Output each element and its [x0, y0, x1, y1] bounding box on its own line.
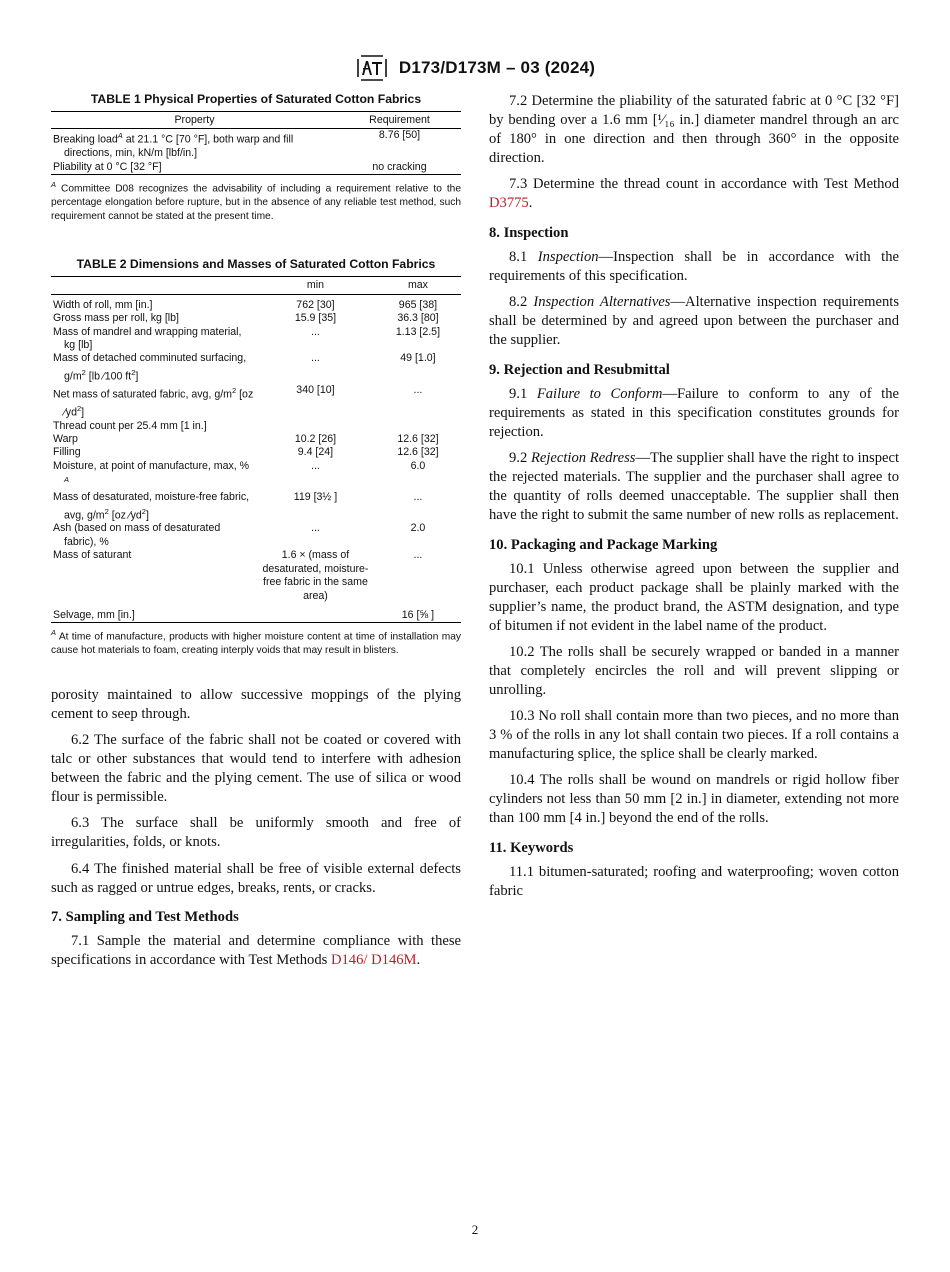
table-cell-min: ... — [311, 522, 320, 535]
table-cell-min: ... — [311, 325, 320, 338]
table-row — [51, 549, 461, 603]
table-cell-max: 49 [1.0] — [400, 352, 436, 365]
table-cell-max: ... — [413, 549, 423, 562]
table-cell-property: Breaking load$^A$ at 21.1 °C [70 °F], both warp and fill directions, min, kN/m [lbf/in.] — [53, 131, 294, 160]
paragraph-7-1: 7.1 Sample the material and determine compliance with these specifications in accordance with Test Methods D146/ D146M. — [51, 933, 461, 969]
table-row — [51, 129, 461, 161]
table-cell-label: Mass of detached comminuted surfacing, $g/m^2$ [lb ⁄100 $ft^2$] — [53, 352, 247, 383]
table1-col-property: Property — [51, 112, 338, 129]
table2-header-row — [51, 277, 461, 294]
table1-footnote: $^A$ Committee D08 recognizes the advisability of including a requirement relative to the percentage elongation before rupture, but in the absence of any reliable test method, such requirement cannot be stated at the present time. — [51, 180, 461, 222]
section-7-heading: 7. Sampling and Test Methods — [51, 909, 239, 926]
table-cell-max: ... — [413, 491, 423, 504]
table2-title: TABLE 2 Dimensions and Masses of Saturated Cotton Fabrics — [76, 257, 436, 272]
table-cell-label: Selvage, mm [in.] — [51, 603, 256, 623]
section-10-heading: 10. Packaging and Package Marking — [489, 536, 718, 553]
table-cell-property: Pliability at 0 °C [32 °F] — [51, 161, 338, 175]
table-cell-min: 9.4 [24] — [297, 446, 334, 459]
paragraph-10-4: 10.4 The rolls shall be wound on mandrels or rigid hollow fiber cylinders not less than 50 mm [2 in.] in diameter, extending not more than 100 mm [4 in.] beyond the end of the rolls. — [489, 772, 899, 827]
table-cell-max: 16 [⅝ ] — [375, 603, 461, 623]
table-row — [51, 161, 461, 175]
paragraph-11-1: 11.1 bitumen-saturated; roofing and waterproofing; woven cotton fabric — [489, 864, 899, 899]
paragraph-8-1: 8.1 Inspection—Inspection shall be in accordance with the requirements of this specification. — [489, 248, 900, 284]
table-cell-label: Width of roll, mm [in.] — [53, 298, 153, 311]
table-cell-label: Thread count per 25.4 mm [1 in.] — [53, 419, 207, 432]
section-8-heading: 8. Inspection — [489, 224, 569, 241]
table-cell-min: 762 [30] — [296, 298, 335, 311]
paragraph-7-2: 7.2 Determine the pliability of the saturated fabric at 0 °C [32 °F] by bending over a 1.6 mm [¹⁄₁₆ in.] diameter mandrel through an arc of 180° in one direction and then through 360° in the opposite direction. — [489, 93, 899, 166]
paragraph-9-2: 9.2 Rejection Redress—The supplier shall have the right to inspect the rejected materials. The supplier and the purchaser shall agree to the quantity of rolls deemed unacceptable. The supplier shall then have the right to submit the same number of new rolls as replacement. — [489, 450, 900, 523]
table-cell-requirement: 8.76 [50] — [378, 129, 421, 142]
table-cell-max: 36.3 [80] — [397, 312, 439, 325]
astm-logo-icon — [355, 53, 389, 83]
table-cell-label: Mass of saturant — [53, 549, 132, 562]
table-cell-min: 10.2 [26] — [294, 432, 337, 445]
paragraph-6-3: 6.3 The surface shall be uniformly smooth and free of irregularities, folds, or knots. — [51, 815, 461, 851]
table-row — [51, 603, 461, 623]
table-cell-label: Gross mass per roll, kg [lb] — [53, 312, 179, 325]
paragraph-6-2: 6.2 The surface of the fabric shall not be coated or covered with talc or other substances that would tend to interfere with adhesion between the fabric and the plying cement. The use of silica or wood flour is permissible. — [51, 732, 461, 805]
table-cell-min: ... — [311, 352, 320, 365]
table1 — [51, 111, 461, 175]
table-cell-max: 6.0 — [410, 459, 426, 472]
table-cell-label: Warp — [53, 432, 78, 445]
table-cell-label: Ash (based on mass of desaturated fabric), % — [53, 522, 221, 548]
paragraph-10-2: 10.2 The rolls shall be securely wrapped or banded in a manner that completely encircles the roll and will prevent slipping or unrolling. — [489, 643, 899, 698]
table-cell-min: 15.9 [35] — [294, 312, 337, 325]
paragraph-10-3: 10.3 No roll shall contain more than two pieces, and no more than 3 % of the rolls in any lot shall contain two pieces. If a roll contains a manufacturing splice, the splice shall be clearly marked. — [489, 708, 899, 762]
table-row — [51, 460, 461, 491]
table-cell-max: ... — [413, 383, 423, 396]
table-cell-min: 1.6 × (mass of desaturated, moisture-free fabric in the same area) — [262, 549, 369, 602]
table-cell-max: 965 [38] — [398, 298, 438, 311]
table1-header-row — [51, 112, 461, 129]
table-cell-max: 12.6 [32] — [397, 432, 439, 445]
table-row — [51, 384, 461, 420]
right-column — [489, 92, 899, 908]
table-cell-min: 340 [10] — [296, 383, 335, 396]
left-body-text — [51, 686, 461, 970]
table1-col-requirement: Requirement — [338, 112, 461, 129]
table-row — [51, 446, 461, 459]
paragraph-9-1: 9.1 Failure to Conform—Failure to conform to any of the requirements as stated in this specification constitutes grounds for rejection. — [489, 385, 899, 440]
table-row — [51, 522, 461, 549]
table-cell-requirement: no cracking — [338, 161, 461, 175]
paragraph-6-1-continued: porosity maintained to allow successive moppings of the plying cement to seep through. — [51, 686, 461, 722]
table2 — [51, 276, 461, 623]
table-cell-max: 12.6 [32] — [397, 446, 439, 459]
link-d146-d146m[interactable]: D146/ D146M — [330, 952, 417, 969]
table2-col-max: max — [375, 277, 461, 294]
table-row — [51, 352, 461, 383]
table-row — [51, 299, 461, 312]
table-cell-label: Net mass of saturated fabric, avg, $g/m^2$ [oz $⁄yd^2$] — [53, 385, 254, 419]
table-cell-label: Filling — [53, 446, 81, 459]
table-row — [51, 433, 461, 446]
table-cell-label: Moisture, at point of manufacture, max, % $^A$ — [53, 459, 250, 485]
table2-footnote: $^A$ At time of manufacture, products with higher moisture content at time of installation may cause hot materials to foam, creating interply voids that may result in blisters. — [51, 628, 461, 657]
paragraph-10-1: 10.1 Unless otherwise agreed upon between the supplier and purchaser, each product package shall be plainly marked with the supplier’s name, the product brand, the ASTM designation, and type of bitumen if not evident in the label name of the product. — [489, 560, 899, 634]
section-9-heading: 9. Rejection and Resubmittal — [489, 361, 670, 378]
table2-col-min: min — [256, 277, 375, 294]
table-cell-min: 119 [3½ ] — [293, 491, 338, 504]
section-11-heading: 11. Keywords — [489, 840, 574, 857]
table-row — [51, 326, 461, 353]
table-cell-label: Mass of desaturated, moisture-free fabric, avg, $g/m^2$ [oz $⁄yd^2$] — [53, 491, 250, 522]
paragraph-8-2: 8.2 Inspection Alternatives—Alternative inspection requirements shall be determined by and agreed upon between the purchaser and the supplier. — [489, 294, 900, 349]
left-column — [51, 92, 461, 978]
link-d3775[interactable]: D3775 — [489, 195, 529, 212]
table1-title: TABLE 1 Physical Properties of Saturated Cotton Fabrics — [90, 92, 422, 106]
table-cell-max: 2.0 — [410, 522, 426, 535]
table-cell-label: Mass of mandrel and wrapping material, kg [lb] — [53, 325, 242, 351]
paragraph-6-4: 6.4 The finished material shall be free of visible external defects such as ragged or untrue edges, breaks, rents, or cracks. — [51, 860, 461, 896]
table-cell-min — [256, 603, 375, 623]
table-row — [51, 420, 461, 433]
paragraph-7-3: 7.3 Determine the thread count in accordance with Test Method D3775. — [489, 176, 899, 212]
table-cell-max: 1.13 [2.5] — [395, 325, 441, 338]
table-row — [51, 312, 461, 325]
document-designation: D173/D173M – 03 (2024) — [398, 58, 596, 77]
page-number: 2 — [471, 1222, 479, 1237]
table-row — [51, 491, 461, 522]
table-cell-min: ... — [311, 459, 320, 472]
page-header — [0, 52, 950, 84]
